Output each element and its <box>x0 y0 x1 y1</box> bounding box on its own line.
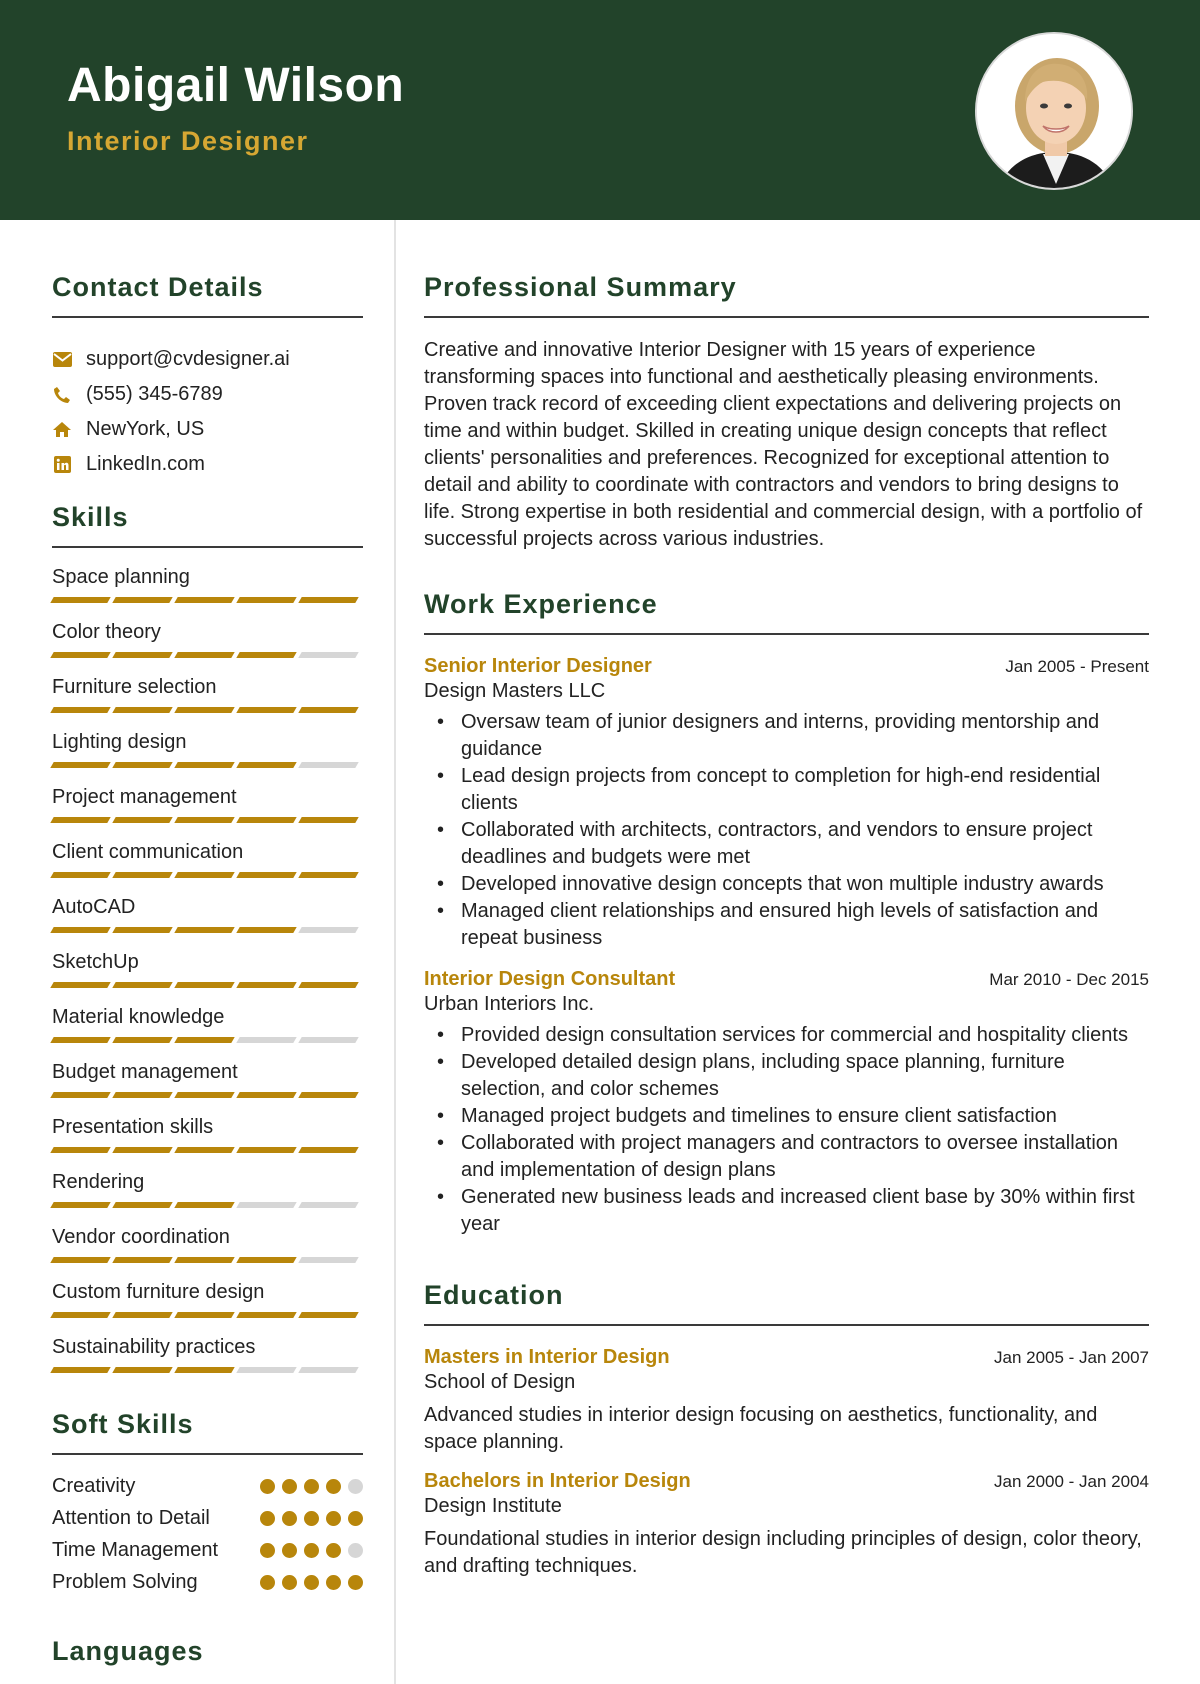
skill-level-segment <box>236 707 296 713</box>
candidate-title: Interior Designer <box>67 126 309 156</box>
experience-rule <box>424 633 1149 635</box>
soft-skills-list <box>52 1473 363 1596</box>
skill-level-segment <box>298 982 358 988</box>
skill-name: Client communication <box>52 841 244 863</box>
skill-item <box>52 672 363 713</box>
summary-heading: Professional Summary <box>424 272 737 302</box>
job-bullet: • Collaborated with project managers and contractors to oversee installation and implementation of design plans <box>437 1130 1149 1184</box>
skill-level-segment <box>236 652 296 658</box>
languages-heading: Languages <box>52 1636 204 1666</box>
skill-level-segment <box>298 1202 358 1208</box>
job-bullet: • Collaborated with architects, contractors, and vendors to ensure project deadlines and budgets were met <box>437 817 1149 871</box>
soft-skill-item <box>52 1537 363 1564</box>
soft-skill-name: Time Management <box>52 1539 218 1561</box>
skill-level-segment <box>50 1092 110 1098</box>
skill-level-segment <box>50 1202 110 1208</box>
skill-level-segment <box>50 1257 110 1263</box>
education-header <box>424 1470 1149 1493</box>
job-title: Interior Design Consultant <box>424 968 676 990</box>
skill-level-segment <box>112 762 172 768</box>
column-divider <box>394 220 396 1684</box>
skill-level-segment <box>112 927 172 933</box>
skill-level-bars <box>52 1092 363 1098</box>
skill-level-bars <box>52 1312 363 1318</box>
skill-level-segment <box>236 927 296 933</box>
envelope-icon <box>52 350 72 370</box>
soft-skill-name: Attention to Detail <box>52 1507 210 1529</box>
contact-item-phone[interactable] <box>52 377 363 412</box>
skill-level-segment <box>236 1202 296 1208</box>
education-date: Jan 2005 - Jan 2007 <box>993 1348 1149 1367</box>
skill-level-segment <box>236 762 296 768</box>
skill-level-segment <box>298 872 358 878</box>
job-bullet: • Developed detailed design plans, including space planning, furniture selection, and color schemes <box>437 1049 1149 1103</box>
contact-item-linkedin[interactable] <box>52 447 363 482</box>
skill-level-segment <box>298 817 358 823</box>
skill-level-segment <box>236 1092 296 1098</box>
skill-level-bars <box>52 817 363 823</box>
rating-dot <box>348 1479 363 1494</box>
soft-skill-name: Problem Solving <box>52 1571 198 1593</box>
skill-level-bars <box>52 597 363 603</box>
left-column <box>52 220 363 1667</box>
skill-level-bars <box>52 927 363 933</box>
rating-dot <box>282 1575 297 1590</box>
skill-level-segment <box>50 597 110 603</box>
job-bullet: • Managed project budgets and timelines to ensure client satisfaction <box>437 1103 1149 1130</box>
skill-level-segment <box>50 872 110 878</box>
skill-level-segment <box>112 817 172 823</box>
skill-level-bars <box>52 1037 363 1043</box>
skill-level-segment <box>236 1312 296 1318</box>
skill-name: Color theory <box>52 621 161 643</box>
rating-dot <box>326 1479 341 1494</box>
skill-level-segment <box>236 1147 296 1153</box>
skill-level-segment <box>112 1202 172 1208</box>
soft-skill-rating <box>260 1479 363 1494</box>
skill-name: Custom furniture design <box>52 1281 265 1303</box>
education-rule <box>424 1324 1149 1326</box>
skill-name: Budget management <box>52 1061 238 1083</box>
skill-level-segment <box>50 652 110 658</box>
skill-item <box>52 947 363 988</box>
education-description: Foundational studies in interior design including principles of design, color theory, and drafting techniques. <box>424 1528 1142 1577</box>
skill-item <box>52 782 363 823</box>
rating-dot <box>326 1511 341 1526</box>
skill-level-bars <box>52 982 363 988</box>
contact-location-text: NewYork, US <box>86 418 205 440</box>
skill-level-segment <box>174 927 234 933</box>
contact-heading: Contact Details <box>52 272 264 302</box>
skill-level-bars <box>52 1202 363 1208</box>
skill-level-segment <box>50 762 110 768</box>
job-header <box>424 968 1149 991</box>
degree-title: Bachelors in Interior Design <box>424 1470 691 1492</box>
education-section <box>424 1280 1149 1580</box>
job-bullets <box>424 1022 1149 1238</box>
skill-level-segment <box>174 1202 234 1208</box>
phone-icon <box>52 385 72 405</box>
home-icon <box>52 420 72 440</box>
skill-item <box>52 1112 363 1153</box>
education-heading: Education <box>424 1280 564 1310</box>
skill-level-segment <box>174 1037 234 1043</box>
skill-level-segment <box>50 927 110 933</box>
skill-level-segment <box>112 1092 172 1098</box>
skill-level-segment <box>112 597 172 603</box>
rating-dot <box>260 1575 275 1590</box>
skill-level-segment <box>174 597 234 603</box>
skill-level-segment <box>50 1367 110 1373</box>
contact-item-email[interactable] <box>52 342 363 377</box>
rating-dot <box>326 1575 341 1590</box>
linkedin-icon <box>52 455 72 475</box>
experience-section <box>424 589 1149 1238</box>
languages-section <box>52 1636 363 1667</box>
skill-name: Presentation skills <box>52 1116 214 1138</box>
skill-level-segment <box>50 817 110 823</box>
skill-level-segment <box>112 872 172 878</box>
skill-level-segment <box>112 1367 172 1373</box>
skill-level-segment <box>174 1257 234 1263</box>
job-company: Design Masters LLC <box>424 680 606 702</box>
job-date: Jan 2005 - Present <box>1005 657 1149 676</box>
rating-dot <box>348 1511 363 1526</box>
skill-level-bars <box>52 872 363 878</box>
skill-level-segment <box>174 1092 234 1098</box>
skill-level-segment <box>174 707 234 713</box>
contact-list <box>52 342 363 482</box>
skill-level-segment <box>174 872 234 878</box>
skill-level-bars <box>52 707 363 713</box>
skill-name: Project management <box>52 786 237 808</box>
rating-dot <box>304 1479 319 1494</box>
skill-level-segment <box>174 1312 234 1318</box>
skill-name: Lighting design <box>52 731 187 753</box>
job-date: Mar 2010 - Dec 2015 <box>989 970 1149 989</box>
skill-level-segment <box>236 597 296 603</box>
contact-item-location[interactable] <box>52 412 363 447</box>
skill-level-segment <box>112 1147 172 1153</box>
skill-name: AutoCAD <box>52 896 136 918</box>
contact-section <box>52 272 363 482</box>
skill-level-segment <box>298 1312 358 1318</box>
skill-level-segment <box>236 982 296 988</box>
degree-title: Masters in Interior Design <box>424 1346 670 1368</box>
skill-item <box>52 562 363 603</box>
skill-level-segment <box>174 817 234 823</box>
rating-dot <box>304 1575 319 1590</box>
skill-item <box>52 892 363 933</box>
skill-level-bars <box>52 762 363 768</box>
education-header <box>424 1346 1149 1369</box>
soft-skills-heading: Soft Skills <box>52 1409 194 1439</box>
soft-skills-rule <box>52 1453 363 1455</box>
skills-rule <box>52 546 363 548</box>
skills-list <box>52 562 363 1373</box>
job-bullet: • Lead design projects from concept to completion for high-end residential clients <box>437 763 1149 817</box>
skill-item <box>52 837 363 878</box>
skill-level-segment <box>50 1037 110 1043</box>
job-bullet: • Developed innovative design concepts that won multiple industry awards <box>437 871 1149 898</box>
education-date: Jan 2000 - Jan 2004 <box>993 1472 1149 1491</box>
job-entry <box>424 655 1149 952</box>
skill-level-bars <box>52 1367 363 1373</box>
soft-skill-rating <box>260 1575 363 1590</box>
rating-dot <box>348 1575 363 1590</box>
skill-level-segment <box>112 652 172 658</box>
skill-name: Furniture selection <box>52 676 217 698</box>
skill-level-segment <box>298 707 358 713</box>
job-bullet: • Oversaw team of junior designers and interns, providing mentorship and guidance <box>437 709 1149 763</box>
skill-level-bars <box>52 652 363 658</box>
job-entry <box>424 968 1149 1238</box>
skill-level-bars <box>52 1257 363 1263</box>
soft-skill-item <box>52 1505 363 1532</box>
skill-item <box>52 1167 363 1208</box>
skill-level-segment <box>236 1367 296 1373</box>
skill-level-segment <box>112 1037 172 1043</box>
education-entry <box>424 1470 1149 1580</box>
skill-level-segment <box>112 707 172 713</box>
skill-level-segment <box>236 1257 296 1263</box>
job-bullet: • Managed client relationships and ensured high levels of satisfaction and repeat business <box>437 898 1149 952</box>
skill-level-segment <box>112 1257 172 1263</box>
job-bullet: • Provided design consultation services for commercial and hospitality clients <box>437 1022 1149 1049</box>
job-title: Senior Interior Designer <box>424 655 652 677</box>
skill-name: Space planning <box>52 566 190 588</box>
skill-level-segment <box>50 707 110 713</box>
rating-dot <box>282 1543 297 1558</box>
skill-level-segment <box>174 652 234 658</box>
rating-dot <box>260 1479 275 1494</box>
skill-level-segment <box>298 597 358 603</box>
skill-item <box>52 617 363 658</box>
skill-item <box>52 1277 363 1318</box>
candidate-name: Abigail Wilson <box>67 59 405 112</box>
skill-level-segment <box>174 1367 234 1373</box>
rating-dot <box>326 1543 341 1558</box>
rating-dot <box>260 1543 275 1558</box>
header-banner <box>0 0 1200 220</box>
rating-dot <box>304 1511 319 1526</box>
contact-phone-text: (555) 345-6789 <box>86 383 223 405</box>
skill-level-segment <box>236 872 296 878</box>
skill-item <box>52 1002 363 1043</box>
summary-text: Creative and innovative Interior Designer with 15 years of experience transforming spaces into functional and aesthetically pleasing environments. Proven track record of exceeding client expectations and delivering projects on time and within budget. Skilled in creating unique design concepts that reflect clients' personalities and preferences. Recognized for exceptional attention to detail and ability to coordinate with contractors and vendors to bring designs to life. Strong expertise in both residential and commercial design, with a portfolio of successful projects across various industries. <box>424 339 1143 550</box>
skill-level-segment <box>236 817 296 823</box>
education-entry <box>424 1346 1149 1456</box>
skill-level-segment <box>298 652 358 658</box>
skill-level-segment <box>50 1312 110 1318</box>
skills-section <box>52 502 363 1373</box>
skill-item <box>52 1332 363 1373</box>
summary-section <box>424 272 1149 553</box>
contact-linkedin-text: LinkedIn.com <box>86 453 205 475</box>
skill-name: SketchUp <box>52 951 139 973</box>
job-bullets <box>424 709 1149 952</box>
skill-level-segment <box>236 1037 296 1043</box>
skill-level-segment <box>298 1037 358 1043</box>
skill-level-segment <box>174 762 234 768</box>
skill-level-segment <box>298 1147 358 1153</box>
skill-level-segment <box>50 1147 110 1153</box>
skill-level-segment <box>298 1367 358 1373</box>
rating-dot <box>260 1511 275 1526</box>
summary-rule <box>424 316 1149 318</box>
soft-skill-item <box>52 1473 363 1500</box>
rating-dot <box>282 1479 297 1494</box>
skill-level-segment <box>298 1257 358 1263</box>
soft-skill-rating <box>260 1511 363 1526</box>
education-description: Advanced studies in interior design focusing on aesthetics, functionality, and space planning. <box>424 1404 1098 1453</box>
skills-heading: Skills <box>52 502 129 532</box>
soft-skills-section <box>52 1409 363 1596</box>
skill-level-segment <box>298 1092 358 1098</box>
skill-level-segment <box>174 1147 234 1153</box>
skill-item <box>52 1222 363 1263</box>
school-name: Design Institute <box>424 1495 562 1517</box>
skill-level-segment <box>298 762 358 768</box>
skill-name: Sustainability practices <box>52 1336 256 1358</box>
skill-item <box>52 727 363 768</box>
rating-dot <box>348 1543 363 1558</box>
profile-photo <box>975 32 1133 190</box>
skill-name: Material knowledge <box>52 1006 225 1028</box>
job-header <box>424 655 1149 678</box>
skill-level-segment <box>174 982 234 988</box>
contact-email-text: support@cvdesigner.ai <box>86 348 290 370</box>
skill-name: Vendor coordination <box>52 1226 230 1248</box>
school-name: School of Design <box>424 1371 576 1393</box>
skill-item <box>52 1057 363 1098</box>
skill-name: Rendering <box>52 1171 145 1193</box>
right-column <box>424 220 1149 1580</box>
job-company: Urban Interiors Inc. <box>424 993 595 1015</box>
soft-skill-item <box>52 1569 363 1596</box>
skill-level-segment <box>112 982 172 988</box>
rating-dot <box>282 1511 297 1526</box>
experience-heading: Work Experience <box>424 589 658 619</box>
skill-level-segment <box>298 927 358 933</box>
skill-level-segment <box>112 1312 172 1318</box>
rating-dot <box>304 1543 319 1558</box>
soft-skill-rating <box>260 1543 363 1558</box>
skill-level-segment <box>50 982 110 988</box>
job-bullet: • Generated new business leads and increased client base by 30% within first year <box>437 1184 1149 1238</box>
soft-skill-name: Creativity <box>52 1475 136 1497</box>
skill-level-bars <box>52 1147 363 1153</box>
contact-rule <box>52 316 363 318</box>
portrait-image <box>977 34 1133 190</box>
